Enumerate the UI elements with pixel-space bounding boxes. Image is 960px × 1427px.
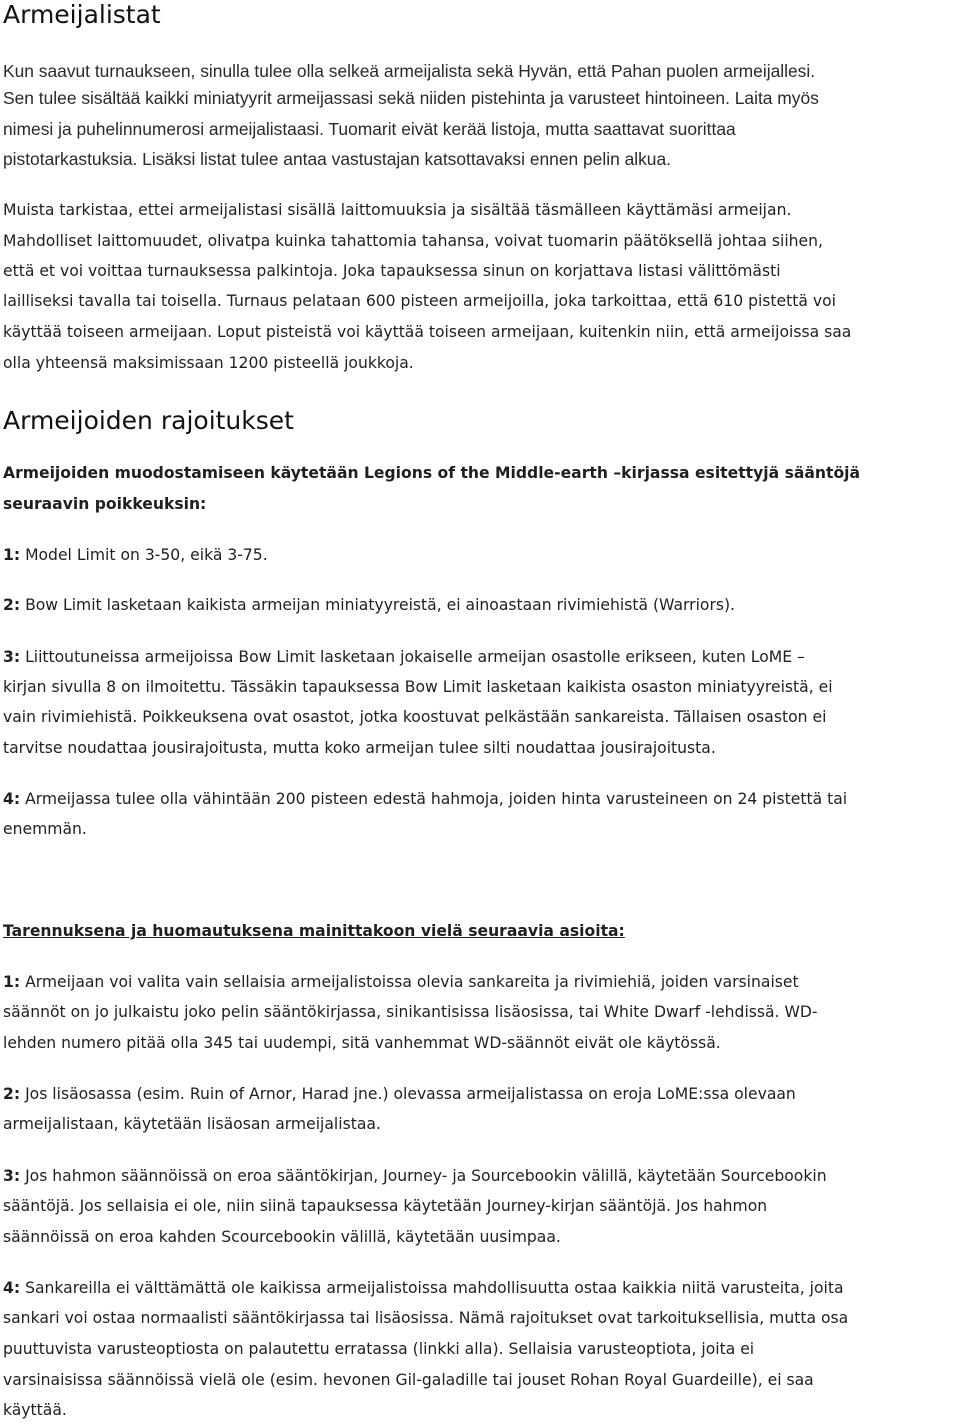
rule-text: Armeijassa tulee olla vähintään 200 pisteen edestä hahmoja, joiden hinta varusteineen on 24 pistettä tai [25,790,848,808]
rule-1-line [3,548,268,564]
note-4-line [3,1281,844,1297]
note-number: 1: [3,973,21,991]
rule-3-line: kirjan sivulla 8 on ilmoitettu. Tässäkin tapauksessa Bow Limit lasketaan kaikista osaston miniatyyreistä, ei [3,678,833,696]
note-1-line [3,975,799,991]
rule-number: 2: [3,596,21,614]
note-text: Jos hahmon säännöissä on eroa sääntökirjan, Journey- ja Sourcebookin välillä, käytetään Sourcebookin [25,1167,827,1185]
check-line: että et voi voittaa turnauksessa palkintoja. Joka tapauksessa sinun on korjattava listasi välittömästi [3,262,781,280]
intro-line: nimesi ja puhelinnumerosi armeijalistaasi. Tuomarit eivät kerää listoja, mutta saattavat suorittaa [3,119,736,139]
note-number: 4: [3,1279,21,1297]
check-line: olla yhteensä maksimissaan 1200 pisteellä joukkoja. [3,354,414,372]
rule-text: Liittoutuneissa armeijoissa Bow Limit lasketaan jokaiselle armeijan osastolle erikseen, kuten LoME – [25,648,805,666]
rule-number: 1: [3,546,21,564]
note-number: 3: [3,1167,21,1185]
rule-3-line: tarvitse noudattaa jousirajoitusta, mutta koko armeijan tulee silti noudattaa jousirajoitusta. [3,739,716,757]
note-text: Jos lisäosassa (esim. Ruin of Arnor, Harad jne.) olevassa armeijalistassa on eroja LoME:ssa olevaan [25,1085,796,1103]
note-3-line [3,1169,827,1185]
rule-3-line: vain rivimiehistä. Poikkeuksena ovat osastot, jotka koostuvat pelkästään sankareista. Tällaisen osaston ei [3,708,827,726]
intro-line: Sen tulee sisältää kaikki miniatyyrit armeijassasi sekä niiden pistehinta ja varusteet hintoineen. Laita myös [3,88,819,108]
check-line: käyttää toiseen armeijaan. Loput pisteistä voi käyttää toiseen armeijaan, kuitenkin niin, että armeijoissa saa [3,323,852,341]
note-2-line [3,1087,796,1103]
intro-line: Kun saavut turnaukseen, sinulla tulee olla selkeä armeijalista sekä Hyvän, että Pahan puolen armeijallesi. [3,61,816,81]
intro-line: pistotarkastuksia. Lisäksi listat tulee antaa vastustajan katsottavaksi ennen pelin alkua. [3,149,671,169]
note-1-line: säännöt on jo julkaistu joko pelin sääntökirjassa, sinikantisissa lisäosissa, tai White Dwarf -lehdissä. WD- [3,1003,818,1021]
note-number: 2: [3,1085,21,1103]
heading-armeijoiden-rajoitukset: Armeijoiden rajoitukset [3,406,294,435]
rule-number: 4: [3,790,21,808]
rule-4-line [3,792,847,808]
note-4-line: puuttuvista varusteoptiosta on palautettu erratassa (linkki alla). Sellaisia varusteoptiota, joita ei [3,1340,755,1358]
note-3-line: sääntöjä. Jos sellaisia ei ole, niin siinä tapauksessa käytetään Journey-kirjan sääntöjä. Jos hahmon [3,1197,768,1215]
note-4-line: käyttää. [3,1401,67,1419]
check-line: Mahdolliset laittomuudet, olivatpa kuinka tahattomia tahansa, voivat tuomarin päätöksellä johtaa siihen, [3,232,823,250]
rule-text: Model Limit on 3-50, eikä 3-75. [25,546,268,564]
check-line: lailliseksi tavalla tai toisella. Turnaus pelataan 600 pisteen armeijoilla, joka tarkoittaa, että 610 pistettä voi [3,292,836,310]
heading-tarennukset: Tarennuksena ja huomautuksena mainittakoon vielä seuraavia asioita: [3,922,625,940]
rule-4-line: enemmän. [3,820,87,838]
rule-text: Bow Limit lasketaan kaikista armeijan miniatyyreistä, ei ainoastaan rivimiehistä (Warriors). [25,596,736,614]
note-2-line: armeijalistaan, käytetään lisäosan armeijalistaa. [3,1115,381,1133]
rule-3-line [3,650,805,666]
rule-2-line [3,598,735,614]
note-3-line: säännöissä on eroa kahden Scourcebookin välillä, käytetään uusimpaa. [3,1228,561,1246]
note-1-line: lehden numero pitää olla 345 tai uudempi, sitä vanhemmat WD-säännöt eivät ole käytössä. [3,1034,721,1052]
lead-line: seuraavin poikkeuksin: [3,495,207,513]
check-line: Muista tarkistaa, ettei armeijalistasi sisällä laittomuuksia ja sisältää täsmälleen käyttämäsi armeijan. [3,201,792,219]
rule-number: 3: [3,648,21,666]
heading-armeijalistat: Armeijalistat [3,0,161,29]
note-text: Armeijaan voi valita vain sellaisia armeijalistoissa olevia sankareita ja rivimiehiä, joiden varsinaiset [25,973,799,991]
note-4-line: sankari voi ostaa normaalisti sääntökirjassa tai lisäosissa. Nämä rajoitukset ovat tarkoituksellisia, mutta osa [3,1309,849,1327]
note-4-line: varsinaisissa säännöissä vielä ole (esim. hevonen Gil-galadille tai jouset Rohan Royal Guardeille), ei saa [3,1371,814,1389]
note-text: Sankareilla ei välttämättä ole kaikissa armeijalistoissa mahdollisuutta ostaa kaikkia niitä varusteita, joita [25,1279,844,1297]
lead-line: Armeijoiden muodostamiseen käytetään Legions of the Middle-earth –kirjassa esitettyjä sääntöjä [3,464,861,482]
